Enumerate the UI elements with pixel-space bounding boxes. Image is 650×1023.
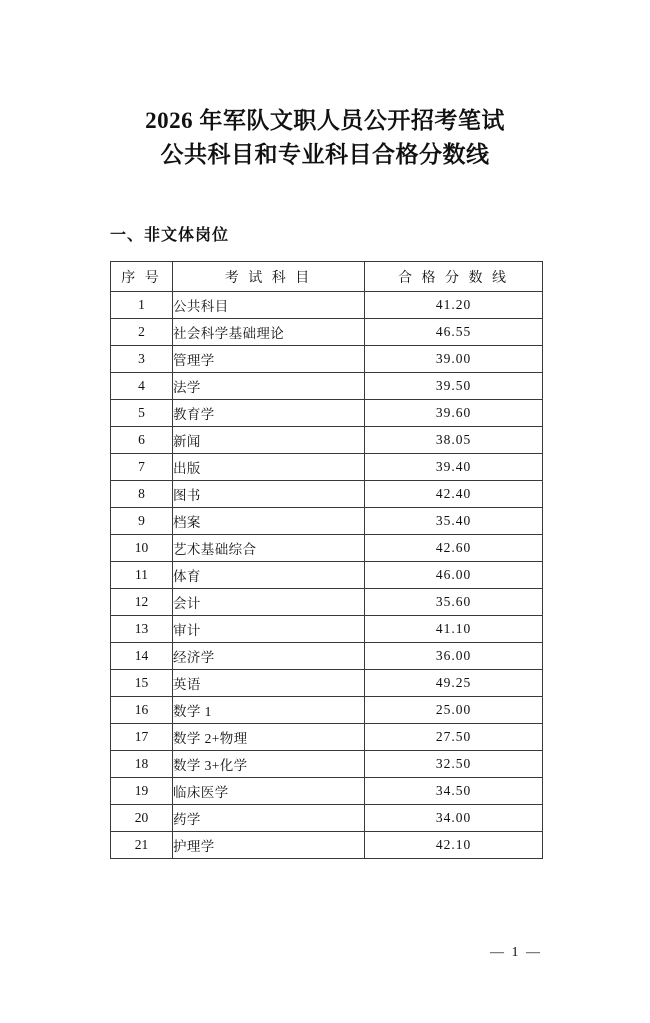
table-row [111, 724, 543, 751]
cell-score: 36.00 [365, 643, 543, 670]
cell-score: 39.60 [365, 400, 543, 427]
cell-no: 1 [111, 292, 173, 319]
cell-no: 13 [111, 616, 173, 643]
cell-no: 2 [111, 319, 173, 346]
cell-no: 3 [111, 346, 173, 373]
cell-score: 49.25 [365, 670, 543, 697]
cell-score: 42.60 [365, 535, 543, 562]
cell-no: 20 [111, 805, 173, 832]
column-header-no: 序 号 [111, 262, 173, 292]
cell-score: 27.50 [365, 724, 543, 751]
table-row [111, 616, 543, 643]
cell-subject: 新闻 [173, 427, 365, 454]
cell-no: 7 [111, 454, 173, 481]
page-number: — 1 — [490, 945, 542, 960]
cell-score: 38.05 [365, 427, 543, 454]
column-header-score: 合 格 分 数 线 [365, 262, 543, 292]
table-row [111, 319, 543, 346]
cell-score: 35.40 [365, 508, 543, 535]
cell-subject: 图书 [173, 481, 365, 508]
cell-score: 46.00 [365, 562, 543, 589]
cell-subject: 档案 [173, 508, 365, 535]
score-table-container [110, 261, 542, 859]
table-header-row [111, 262, 543, 292]
cell-subject: 经济学 [173, 643, 365, 670]
cell-subject: 药学 [173, 805, 365, 832]
table-row [111, 751, 543, 778]
cell-subject: 数学 3+化学 [173, 751, 365, 778]
cell-score: 25.00 [365, 697, 543, 724]
cell-no: 14 [111, 643, 173, 670]
table-row [111, 292, 543, 319]
cell-subject: 英语 [173, 670, 365, 697]
table-row [111, 832, 543, 859]
cell-no: 21 [111, 832, 173, 859]
cell-score: 42.10 [365, 832, 543, 859]
cell-no: 18 [111, 751, 173, 778]
table-row [111, 643, 543, 670]
cell-subject: 体育 [173, 562, 365, 589]
cell-subject: 公共科目 [173, 292, 365, 319]
cell-no: 8 [111, 481, 173, 508]
cell-no: 9 [111, 508, 173, 535]
cell-subject: 会计 [173, 589, 365, 616]
table-row [111, 373, 543, 400]
cell-score: 41.20 [365, 292, 543, 319]
cell-score: 41.10 [365, 616, 543, 643]
cell-no: 4 [111, 373, 173, 400]
cell-subject: 数学 1 [173, 697, 365, 724]
table-row [111, 508, 543, 535]
cell-subject: 审计 [173, 616, 365, 643]
table-row [111, 454, 543, 481]
cell-subject: 社会科学基础理论 [173, 319, 365, 346]
cell-no: 6 [111, 427, 173, 454]
cell-score: 39.00 [365, 346, 543, 373]
score-table [110, 261, 543, 859]
table-row [111, 778, 543, 805]
score-table-body [111, 292, 543, 859]
cell-subject: 管理学 [173, 346, 365, 373]
document-title [0, 104, 650, 172]
cell-subject: 数学 2+物理 [173, 724, 365, 751]
table-row [111, 400, 543, 427]
table-row [111, 562, 543, 589]
table-row [111, 697, 543, 724]
cell-subject: 教育学 [173, 400, 365, 427]
cell-subject: 艺术基础综合 [173, 535, 365, 562]
cell-score: 42.40 [365, 481, 543, 508]
table-row [111, 346, 543, 373]
cell-score: 32.50 [365, 751, 543, 778]
cell-subject: 护理学 [173, 832, 365, 859]
cell-no: 19 [111, 778, 173, 805]
cell-no: 11 [111, 562, 173, 589]
cell-no: 17 [111, 724, 173, 751]
section-heading: 一、非文体岗位 [110, 227, 230, 244]
cell-score: 39.40 [365, 454, 543, 481]
cell-no: 15 [111, 670, 173, 697]
cell-subject: 临床医学 [173, 778, 365, 805]
table-row [111, 805, 543, 832]
table-row [111, 535, 543, 562]
cell-no: 12 [111, 589, 173, 616]
title-line-1: 2026 年军队文职人员公开招考笔试 [145, 108, 505, 133]
table-row [111, 481, 543, 508]
cell-no: 5 [111, 400, 173, 427]
cell-subject: 出版 [173, 454, 365, 481]
cell-subject: 法学 [173, 373, 365, 400]
cell-score: 35.60 [365, 589, 543, 616]
cell-no: 10 [111, 535, 173, 562]
cell-no: 16 [111, 697, 173, 724]
cell-score: 34.50 [365, 778, 543, 805]
title-line-2: 公共科目和专业科目合格分数线 [160, 142, 490, 167]
document-page [0, 104, 650, 1023]
table-row [111, 427, 543, 454]
cell-score: 34.00 [365, 805, 543, 832]
column-header-subject: 考 试 科 目 [173, 262, 365, 292]
cell-score: 46.55 [365, 319, 543, 346]
cell-score: 39.50 [365, 373, 543, 400]
table-row [111, 589, 543, 616]
table-row [111, 670, 543, 697]
